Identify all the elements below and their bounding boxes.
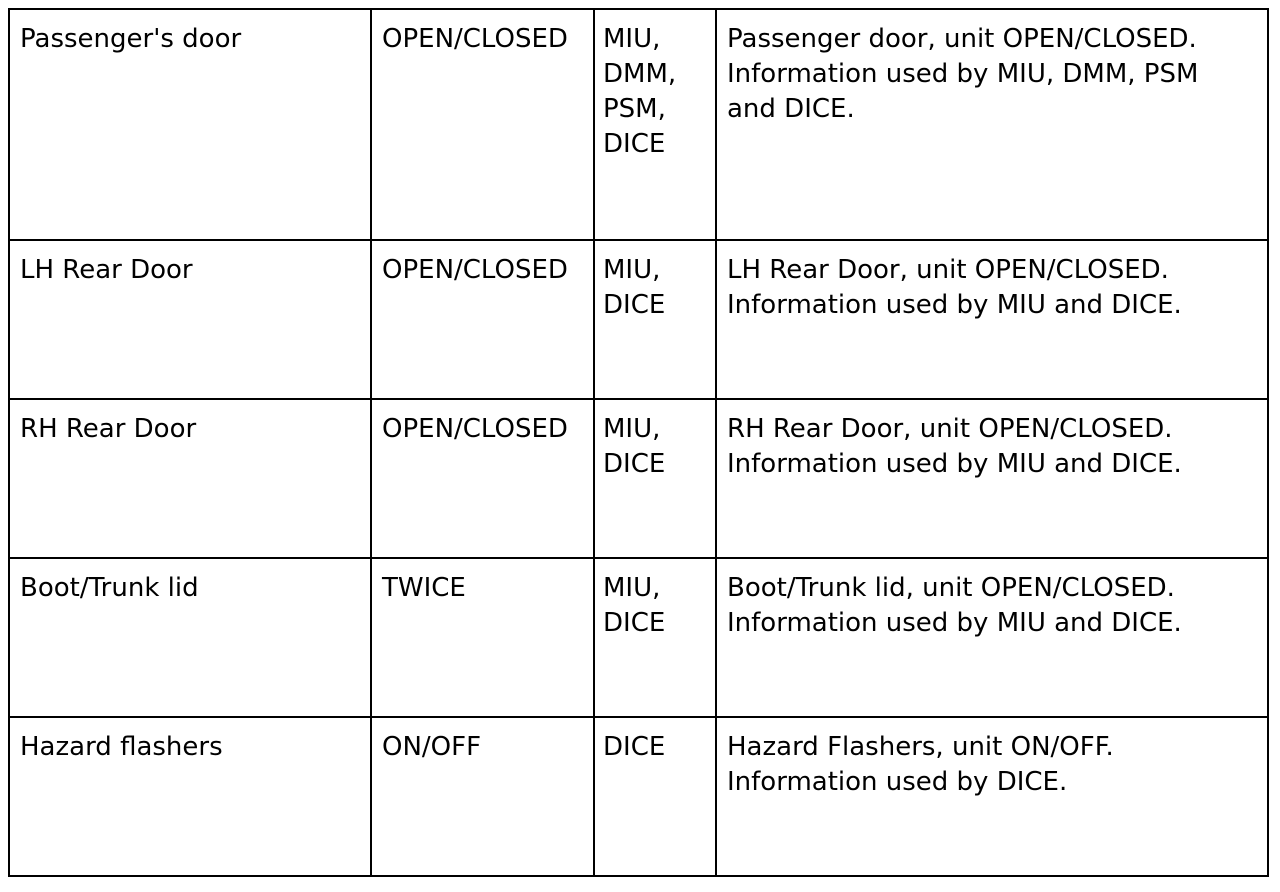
used-by-unit: MIU, <box>603 573 661 603</box>
signal-value-cell: TWICE <box>371 558 594 717</box>
signal-name-cell: Hazard flashers <box>9 717 371 876</box>
table-row <box>9 558 1268 717</box>
used-by-cell <box>594 9 716 240</box>
description-line: Information used by MIU, DMM, PSM <box>727 59 1199 89</box>
description-line: RH Rear Door, unit OPEN/CLOSED. <box>727 414 1173 444</box>
description-line: Information used by MIU and DICE. <box>727 449 1182 479</box>
signal-name-cell: RH Rear Door <box>9 399 371 558</box>
signal-name-cell: Passenger's door <box>9 9 371 240</box>
description-line: LH Rear Door, unit OPEN/CLOSED. <box>727 255 1169 285</box>
used-by-unit: DICE <box>603 129 666 159</box>
used-by-unit: DMM, <box>603 59 677 89</box>
description-cell <box>716 717 1268 876</box>
used-by-unit: MIU, <box>603 24 661 54</box>
signal-value-cell: OPEN/CLOSED <box>371 9 594 240</box>
signal-value-cell: OPEN/CLOSED <box>371 399 594 558</box>
description-cell <box>716 558 1268 717</box>
description-line: Hazard Flashers, unit ON/OFF. <box>727 732 1114 762</box>
signal-value-cell: OPEN/CLOSED <box>371 240 594 399</box>
description-line: Boot/Trunk lid, unit OPEN/CLOSED. <box>727 573 1175 603</box>
description-line: Information used by MIU and DICE. <box>727 608 1182 638</box>
description-line: Information used by DICE. <box>727 767 1068 797</box>
description-line: Passenger door, unit OPEN/CLOSED. <box>727 24 1197 54</box>
used-by-cell <box>594 558 716 717</box>
signal-table <box>8 8 1269 877</box>
used-by-unit: DICE <box>603 608 666 638</box>
table-row <box>9 9 1268 240</box>
table-row <box>9 240 1268 399</box>
description-cell <box>716 240 1268 399</box>
signal-name-cell: Boot/Trunk lid <box>9 558 371 717</box>
used-by-unit: MIU, <box>603 255 661 285</box>
used-by-unit: PSM, <box>603 94 666 124</box>
table-row <box>9 399 1268 558</box>
table-row <box>9 717 1268 876</box>
description-cell <box>716 9 1268 240</box>
signal-value-cell: ON/OFF <box>371 717 594 876</box>
used-by-unit: DICE <box>603 290 666 320</box>
description-line: and DICE. <box>727 94 855 124</box>
used-by-cell <box>594 240 716 399</box>
used-by-unit: MIU, <box>603 414 661 444</box>
used-by-cell <box>594 717 716 876</box>
used-by-unit: DICE <box>603 732 666 762</box>
used-by-cell <box>594 399 716 558</box>
description-cell <box>716 399 1268 558</box>
used-by-unit: DICE <box>603 449 666 479</box>
signal-name-cell: LH Rear Door <box>9 240 371 399</box>
description-line: Information used by MIU and DICE. <box>727 290 1182 320</box>
